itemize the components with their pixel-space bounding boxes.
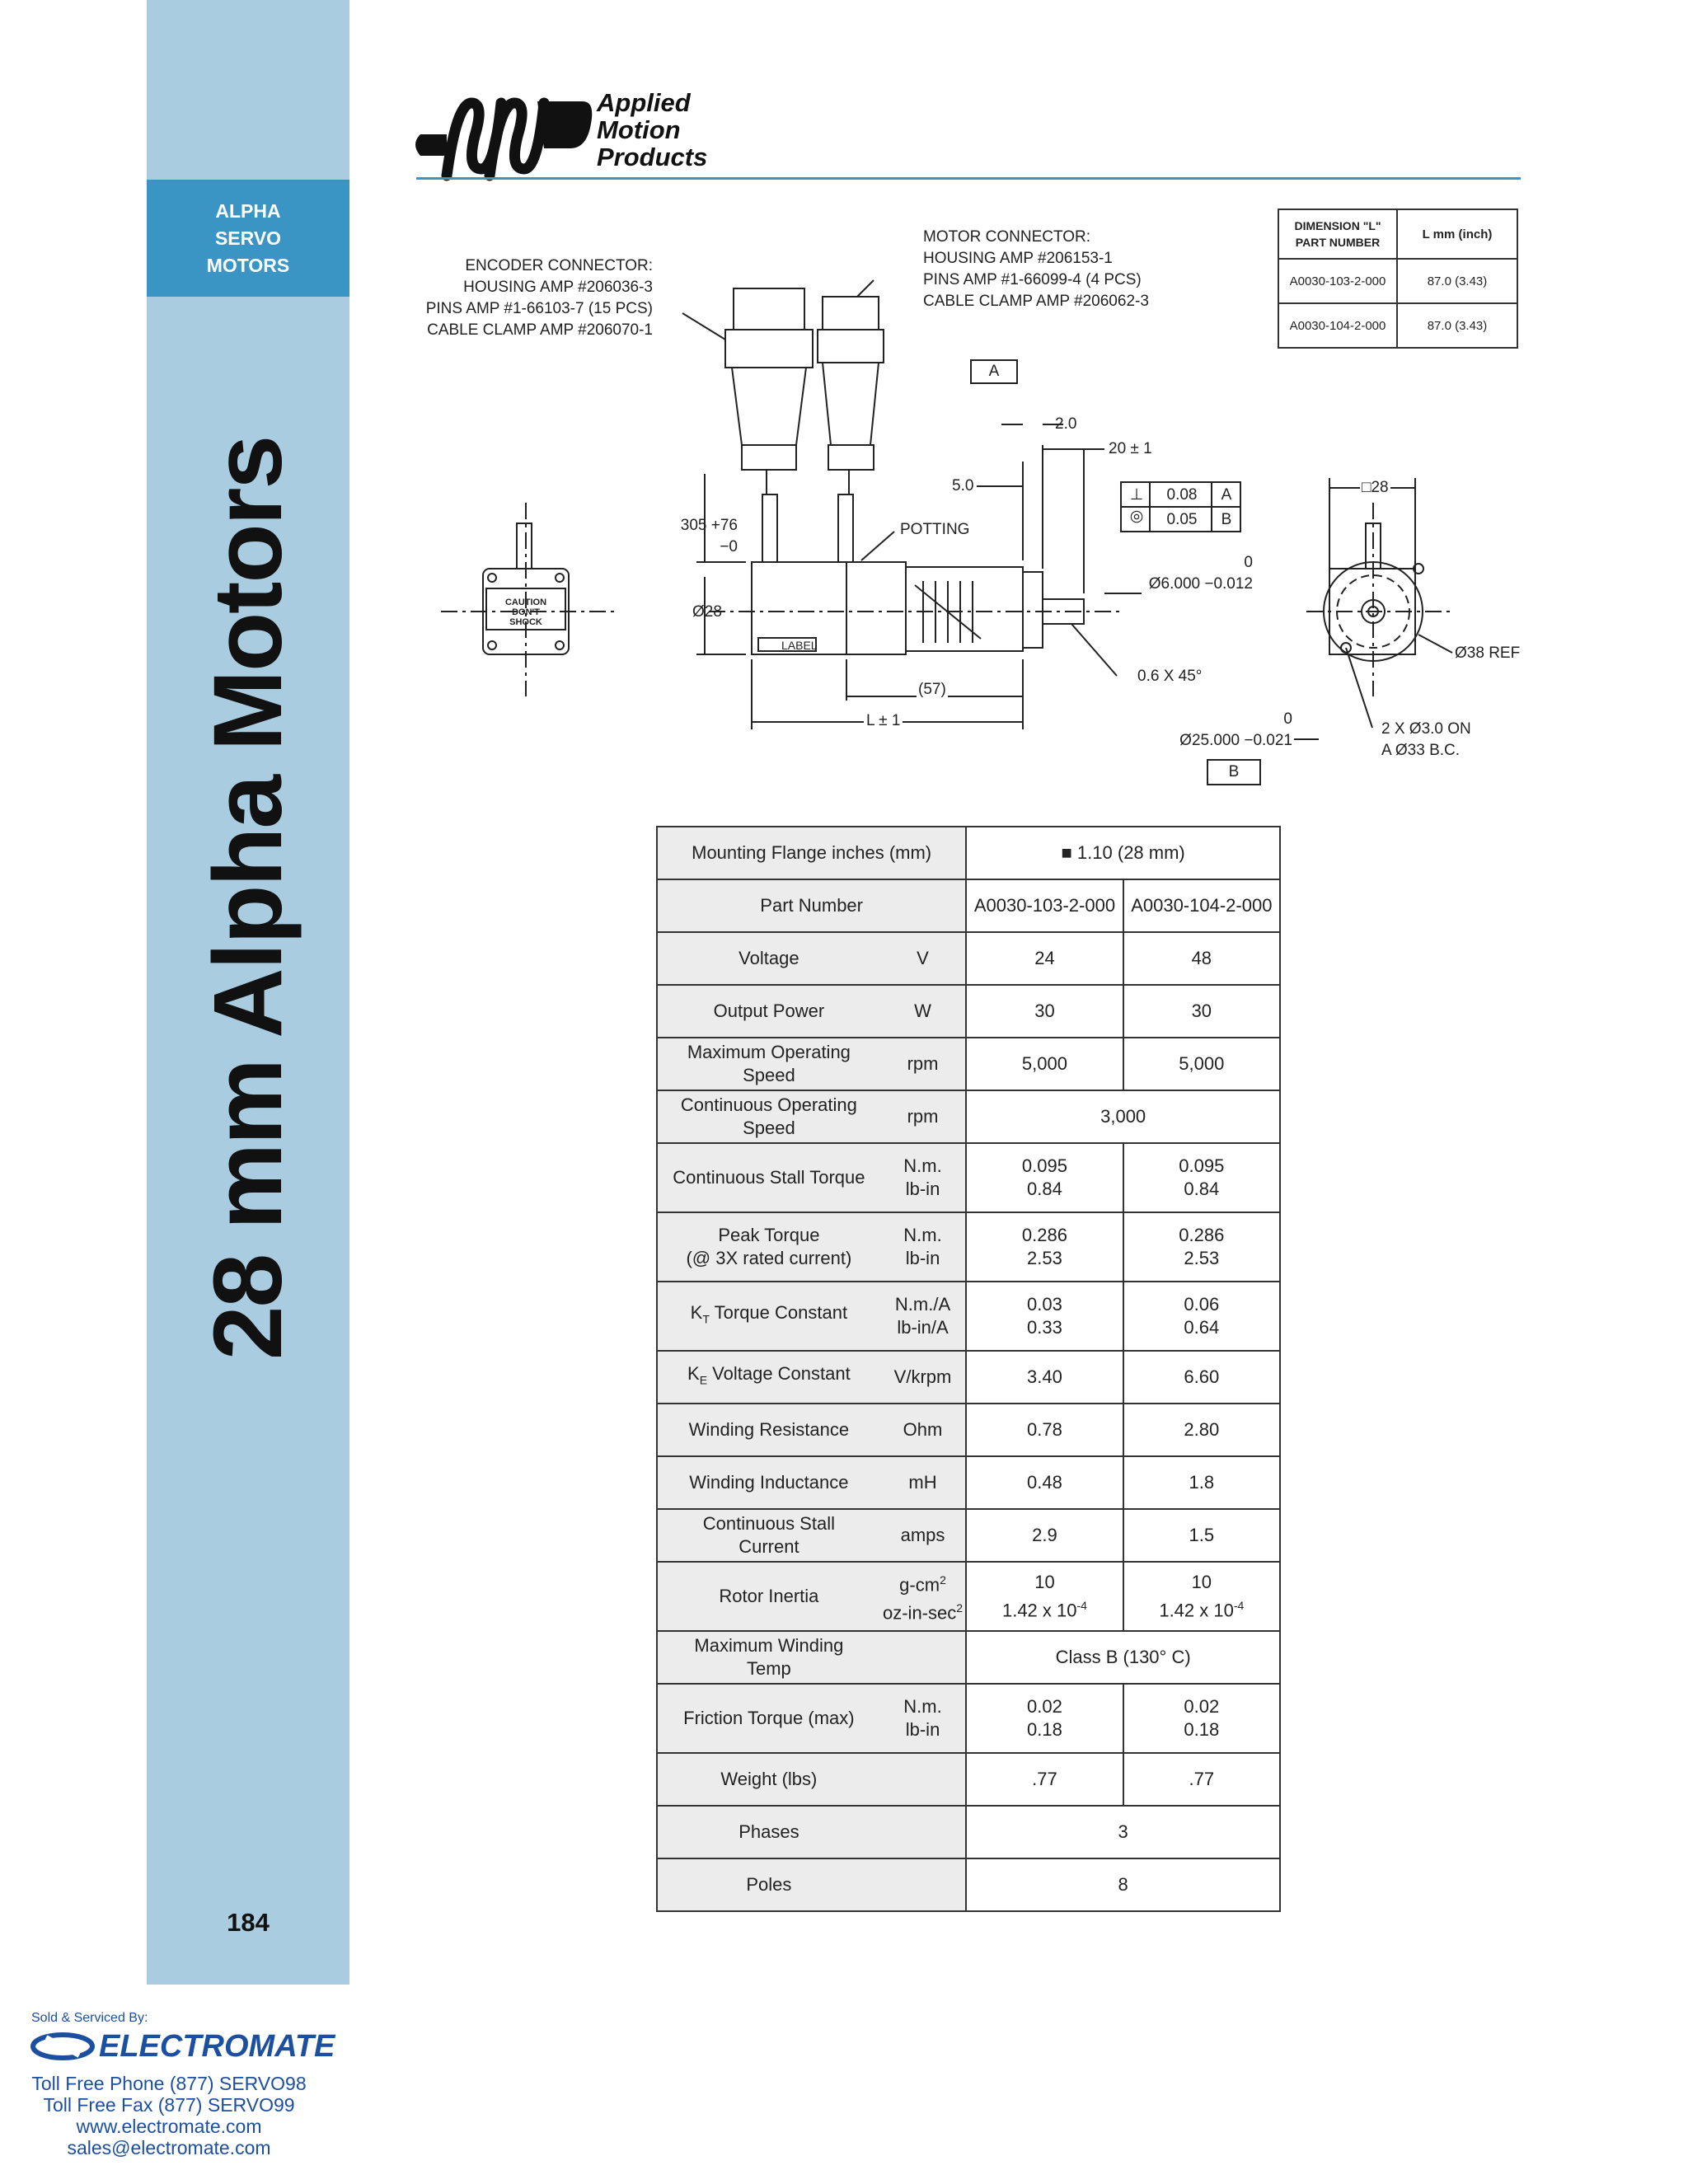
value-a: 3.40 [966, 1351, 1123, 1404]
unit-line: N.m. [903, 1225, 942, 1245]
unit-line: N.m. [903, 1696, 942, 1717]
dim-header-line: DIMENSION "L" [1294, 219, 1381, 232]
value-exp: -4 [1233, 1598, 1245, 1612]
caution-label [486, 598, 565, 627]
table-row [657, 1509, 1280, 1562]
company-name: ELECTROMATE [99, 2029, 335, 2064]
dim-line: 305 +76 [680, 517, 738, 534]
dim-part: A0030-103-2-000 [1278, 259, 1397, 303]
flange-value: ■ 1.10 (28 mm) [966, 827, 1280, 879]
table-row [657, 1404, 1280, 1456]
body-label: LABEL [781, 639, 818, 652]
dim-line: −0 [720, 538, 738, 555]
k-symbol: K [690, 1302, 703, 1324]
unit-line [880, 1568, 966, 1596]
row-label: Winding Resistance [657, 1404, 880, 1456]
table-row [657, 932, 1280, 985]
value-line: 0.03 [1027, 1294, 1062, 1315]
tol-flatness: 0.08 [1166, 486, 1198, 504]
value-b: 30 [1123, 985, 1280, 1038]
electromate-logo-icon [30, 2029, 96, 2064]
page-title: 28 mm Alpha Motors [194, 436, 302, 1361]
value-line: 10 [1191, 1571, 1212, 1592]
row-label: Weight (lbs) [657, 1753, 880, 1806]
table-row [657, 827, 1280, 879]
value-a [966, 1684, 1123, 1753]
row-label: Voltage [657, 932, 880, 985]
note-line: PINS AMP #1-66099-4 (4 PCS) [923, 271, 1142, 288]
row-label [657, 1509, 880, 1562]
value-a: 0.78 [966, 1404, 1123, 1456]
value-text: 1.42 x 10 [1001, 1600, 1077, 1621]
note-line: ENCODER CONNECTOR: [465, 257, 653, 274]
value-a: 0.48 [966, 1456, 1123, 1509]
table-row [657, 1684, 1280, 1753]
table-row [657, 1143, 1280, 1212]
unit-text: g-cm [899, 1574, 940, 1595]
value-exp: -4 [1076, 1598, 1087, 1612]
value-a: 2.9 [966, 1509, 1123, 1562]
row-label [657, 1631, 880, 1684]
row-unit [880, 1282, 967, 1351]
value-a [966, 1143, 1123, 1212]
label-line: Peak Torque [718, 1225, 820, 1245]
tol-symbols: ⊥ ◎ [1129, 486, 1144, 525]
note-line: A Ø33 B.C. [1381, 742, 1461, 759]
page-number: 184 [227, 1908, 270, 1937]
unit-line: lb-in [905, 1719, 940, 1740]
table-row [657, 1351, 1280, 1404]
value-b: 2.80 [1123, 1404, 1280, 1456]
label-line: Maximum Winding [694, 1635, 844, 1656]
value-b: 1.8 [1123, 1456, 1280, 1509]
label-text: Torque Constant [709, 1302, 848, 1324]
table-row [657, 1090, 1280, 1143]
unit-line: N.m./A [894, 1294, 951, 1315]
row-label: Rotor Inertia [657, 1562, 880, 1631]
row-label [657, 1351, 880, 1404]
dim-value: 87.0 (3.43) [1397, 259, 1517, 303]
row-unit: V/krpm [880, 1351, 967, 1404]
shaft-dia [1146, 552, 1253, 595]
label-line: Continuous Operating [680, 1094, 857, 1115]
spec-table [656, 826, 1281, 1912]
part-label: Part Number [657, 879, 966, 932]
value-line: 2.53 [1184, 1248, 1220, 1268]
unit-line: lb-in [905, 1179, 940, 1199]
holes-note [1381, 719, 1471, 762]
label-line: Current [738, 1536, 799, 1557]
row-unit [880, 1806, 967, 1858]
value-line: 0.095 [1021, 1155, 1067, 1176]
unit-exp: 2 [956, 1601, 964, 1615]
label-text: Voltage Constant [707, 1363, 851, 1385]
unit-line: lb-in/A [897, 1317, 949, 1338]
fax: Toll Free Fax (877) SERVO99 [43, 2094, 295, 2116]
row-unit [880, 1631, 967, 1684]
note-line: PINS AMP #1-66103-7 (15 PCS) [425, 300, 653, 317]
value-b [1123, 1143, 1280, 1212]
value-line: 0.06 [1184, 1294, 1220, 1315]
unit-line: N.m. [903, 1155, 942, 1176]
encoder-connector-note [396, 255, 653, 341]
category-line: SERVO [214, 227, 282, 249]
value-a [966, 1212, 1123, 1282]
note-line: HOUSING AMP #206153-1 [923, 250, 1113, 267]
datum-a: A [988, 363, 1000, 380]
k-symbol: K [687, 1363, 700, 1385]
email-link[interactable]: sales@electromate.com [67, 2137, 271, 2158]
row-unit [880, 1212, 967, 1282]
chamfer: 0.6 X 45° [1137, 668, 1203, 685]
table-row [657, 1631, 1280, 1684]
table-row [657, 1282, 1280, 1351]
table-row [657, 1212, 1280, 1282]
tol-ref-a: A [1221, 486, 1232, 504]
value-line: 0.84 [1027, 1179, 1062, 1199]
table-row [657, 879, 1280, 932]
value-shared: 3 [966, 1806, 1280, 1858]
row-label: Poles [657, 1858, 880, 1911]
label-line: Temp [746, 1658, 791, 1679]
row-label [657, 1090, 880, 1143]
brand-line: Applied [597, 88, 691, 117]
row-label [657, 1282, 880, 1351]
row-unit: amps [880, 1509, 967, 1562]
row-unit: rpm [880, 1090, 967, 1143]
dim-header-line: PART NUMBER [1295, 236, 1381, 249]
value-shared: 8 [966, 1858, 1280, 1911]
value-b [1123, 1282, 1280, 1351]
motor-connector-note [923, 227, 1149, 312]
tol-concentric: 0.05 [1166, 511, 1198, 528]
row-unit: V [880, 932, 967, 985]
caution-line: SHOCK [509, 617, 542, 627]
value-line: 0.84 [1184, 1179, 1220, 1199]
row-unit [880, 1858, 967, 1911]
brand-line: Motion [597, 115, 681, 144]
category-line: ALPHA [215, 199, 281, 222]
value-line: 0.18 [1184, 1719, 1220, 1740]
note-line: MOTOR CONNECTOR: [923, 228, 1091, 246]
value-b [1123, 1684, 1280, 1753]
table-row [657, 1858, 1280, 1911]
square-28: □28 [1360, 477, 1390, 499]
sold-by: Sold & Serviced By: [31, 2011, 148, 2025]
value-b: .77 [1123, 1753, 1280, 1806]
value-a: 30 [966, 985, 1123, 1038]
row-unit: mH [880, 1456, 967, 1509]
label-line: Speed [743, 1118, 795, 1138]
value-line: 0.286 [1179, 1225, 1225, 1245]
brand-line: Products [597, 143, 708, 171]
label-line: Maximum Operating [687, 1042, 851, 1062]
table-row [657, 985, 1280, 1038]
k-subscript: E [699, 1373, 708, 1387]
label-line: Speed [743, 1065, 795, 1085]
row-unit: W [880, 985, 967, 1038]
row-unit [880, 1562, 967, 1631]
row-label: Friction Torque (max) [657, 1684, 880, 1753]
value-shared: 3,000 [966, 1090, 1280, 1143]
value-line [967, 1594, 1122, 1622]
value-a: 24 [966, 932, 1123, 985]
value-line: 0.02 [1184, 1696, 1220, 1717]
value-b: 1.5 [1123, 1509, 1280, 1562]
value-line: 0.095 [1179, 1155, 1225, 1176]
note-line: HOUSING AMP #206036-3 [463, 279, 653, 296]
value-a [966, 1562, 1123, 1631]
note-line: CABLE CLAMP AMP #206062-3 [923, 293, 1149, 310]
dim-value: 87.0 (3.43) [1397, 303, 1517, 348]
tol-ref-b: B [1221, 511, 1232, 528]
part-number: A0030-104-2-000 [1123, 879, 1280, 932]
table-row [657, 1038, 1280, 1090]
table-row [657, 1753, 1280, 1806]
label-line: (@ 3X rated current) [686, 1248, 852, 1268]
flange-label: Mounting Flange inches (mm) [657, 827, 966, 879]
value-a: .77 [966, 1753, 1123, 1806]
unit-line: lb-in [905, 1248, 940, 1268]
row-label [657, 1212, 880, 1282]
table-row [657, 1456, 1280, 1509]
row-unit: rpm [880, 1038, 967, 1090]
value-line: 0.64 [1184, 1317, 1220, 1338]
value-line: 0.33 [1027, 1317, 1062, 1338]
value-line: 10 [1034, 1571, 1055, 1592]
end-view-right [1306, 478, 1455, 728]
category-line: MOTORS [206, 254, 290, 276]
row-unit [880, 1143, 967, 1212]
pilot-dia [1170, 709, 1292, 752]
table-row [657, 1806, 1280, 1858]
value-b: 48 [1123, 932, 1280, 985]
phone: Toll Free Phone (877) SERVO98 [31, 2073, 307, 2094]
potting-label: POTTING [900, 521, 970, 538]
row-unit [880, 1753, 967, 1806]
dim-5-0: 5.0 [952, 477, 974, 494]
value-line: 0.02 [1027, 1696, 1062, 1717]
value-line: 0.18 [1027, 1719, 1062, 1740]
row-label: Output Power [657, 985, 880, 1038]
row-unit: Ohm [880, 1404, 967, 1456]
dim-20: 20 ± 1 [1109, 440, 1152, 457]
note-line: 2 X Ø3.0 ON [1381, 720, 1471, 738]
value-a [966, 1282, 1123, 1351]
dim-305 [680, 515, 738, 558]
website-link[interactable]: www.electromate.com [76, 2116, 262, 2137]
table-row [657, 1562, 1280, 1631]
value-line: 2.53 [1027, 1248, 1062, 1268]
unit-exp: 2 [940, 1572, 946, 1586]
value-line [1124, 1594, 1279, 1622]
row-unit [880, 1684, 967, 1753]
dim-part: A0030-104-2-000 [1278, 303, 1397, 348]
dim-l: L ± 1 [864, 710, 903, 732]
row-label: Phases [657, 1806, 880, 1858]
dim-header-value: L mm (inch) [1397, 209, 1517, 259]
part-number: A0030-103-2-000 [966, 879, 1123, 932]
dim-2-0: 2.0 [1055, 415, 1077, 433]
value-line: 0.286 [1021, 1225, 1067, 1245]
dim-dia28: Ø28 [692, 603, 722, 621]
dia-38-ref: Ø38 REF [1455, 644, 1521, 662]
note-line: CABLE CLAMP AMP #206070-1 [427, 321, 653, 339]
row-label [657, 1038, 880, 1090]
value-b [1123, 1212, 1280, 1282]
value-b: 5,000 [1123, 1038, 1280, 1090]
value-shared: Class B (130° C) [966, 1631, 1280, 1684]
dim-line: Ø6.000 −0.012 [1148, 575, 1253, 593]
unit-line [880, 1596, 966, 1624]
datum-b: B [1228, 763, 1240, 780]
row-label: Continuous Stall Torque [657, 1143, 880, 1212]
dim-line: Ø25.000 −0.021 [1179, 732, 1292, 749]
motor-drawing [0, 0, 1688, 824]
caution-line: CAUTION [504, 598, 547, 607]
k-subscript: T [702, 1312, 710, 1326]
value-text: 1.42 x 10 [1159, 1600, 1234, 1621]
value-b: 6.60 [1123, 1351, 1280, 1404]
dim-line: 0 [1283, 710, 1292, 728]
dim-line: 0 [1244, 554, 1253, 571]
label-line: Continuous Stall [702, 1513, 835, 1534]
dim-57: (57) [917, 679, 948, 701]
row-label: Winding Inductance [657, 1456, 880, 1509]
value-b [1123, 1562, 1280, 1631]
caution-line: DON'T [512, 607, 540, 617]
value-a: 5,000 [966, 1038, 1123, 1090]
unit-text: oz-in-sec [883, 1602, 957, 1624]
